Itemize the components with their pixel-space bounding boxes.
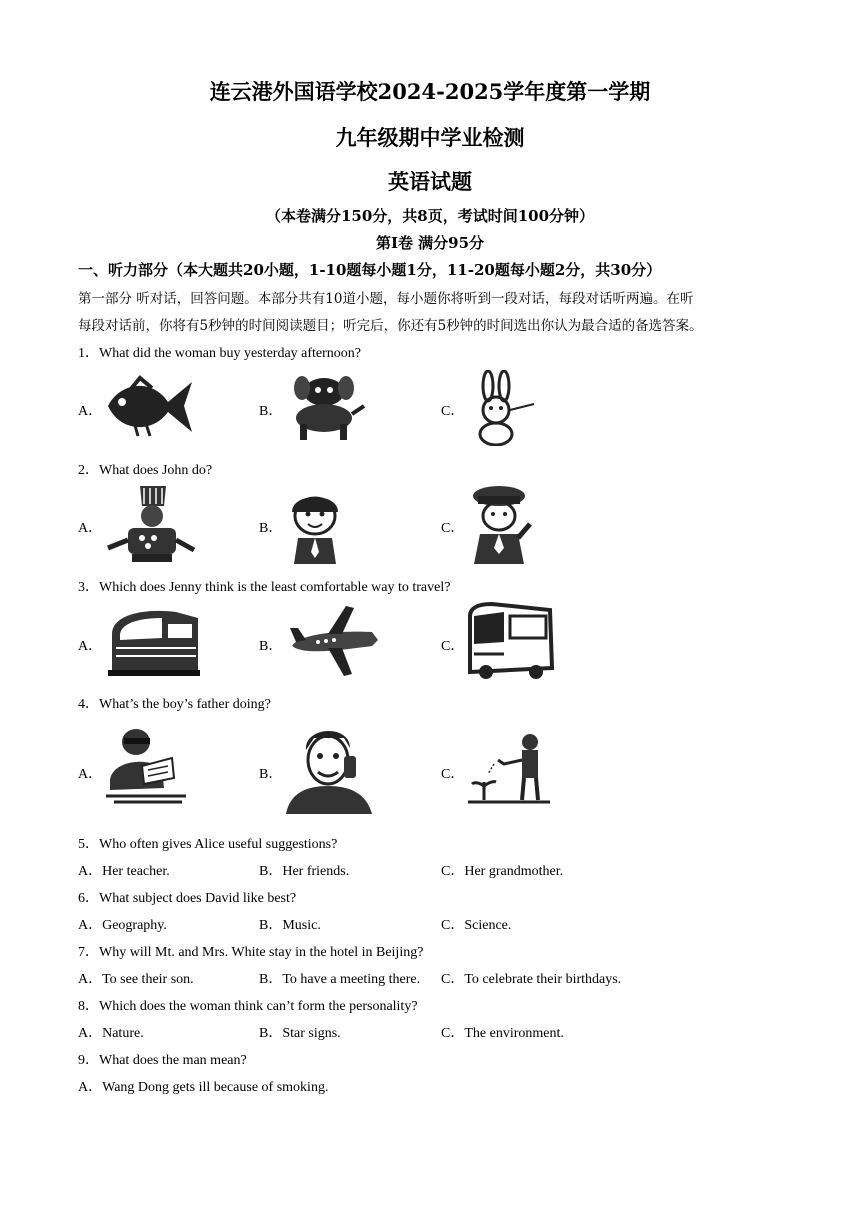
reading-man-icon bbox=[102, 726, 188, 806]
option-label-b: B． bbox=[259, 639, 283, 654]
question-7: 7．Why will Mt. and Mrs. White stay in the hotel in Beijing? bbox=[78, 945, 424, 960]
option-label-a: A． bbox=[78, 639, 103, 654]
question-3: 3．Which does Jenny think is the least comfortable way to travel? bbox=[78, 580, 451, 595]
option-a: A．Nature. bbox=[78, 1026, 144, 1041]
volume-heading: 第Ⅰ卷 满分95分 bbox=[375, 234, 485, 252]
option-a: A．Wang Dong gets ill because of smoking. bbox=[78, 1080, 329, 1095]
bus-icon bbox=[464, 602, 556, 682]
question-4: 4．What’s the boy’s father doing? bbox=[78, 697, 271, 712]
student-icon bbox=[284, 486, 346, 566]
option-c: C．Her grandmother. bbox=[441, 864, 564, 879]
exam-title-school: 连云港外国语学校2024-2025学年度第一学期 bbox=[209, 79, 651, 104]
option-label-b: B． bbox=[259, 521, 283, 536]
option-a: A．Geography. bbox=[78, 918, 167, 933]
question-1: 1．What did the woman buy yesterday afternoon? bbox=[78, 346, 362, 361]
police-officer-icon bbox=[466, 482, 532, 566]
phone-man-icon bbox=[284, 722, 374, 814]
option-label-c: C． bbox=[441, 639, 465, 654]
chef-icon bbox=[104, 484, 196, 564]
plane-icon bbox=[288, 602, 380, 682]
dog-icon bbox=[282, 372, 366, 442]
question-2: 2．What does John do? bbox=[78, 463, 213, 478]
train-icon bbox=[106, 604, 202, 680]
option-label-a: A． bbox=[78, 404, 103, 419]
section-heading: 一、听力部分（本大题共20小题，1-10题每小题1分，11-20题每小题2分，共30分） bbox=[78, 261, 662, 279]
option-c: C．Science. bbox=[441, 918, 512, 933]
exam-note: （本卷满分150分，共8页，考试时间100分钟） bbox=[265, 207, 595, 225]
option-b: B．Music. bbox=[259, 918, 321, 933]
watering-plant-icon bbox=[464, 730, 554, 808]
option-label-a: A． bbox=[78, 767, 103, 782]
option-label-b: B． bbox=[259, 767, 283, 782]
rabbit-icon bbox=[464, 370, 538, 446]
option-a: A．Her teacher. bbox=[78, 864, 170, 879]
option-label-c: C． bbox=[441, 404, 465, 419]
option-a: A．To see their son. bbox=[78, 972, 194, 987]
question-9: 9．What does the man mean? bbox=[78, 1053, 247, 1068]
option-c: C．The environment. bbox=[441, 1026, 564, 1041]
option-label-b: B． bbox=[259, 404, 283, 419]
question-5: 5．Who often gives Alice useful suggestions? bbox=[78, 837, 338, 852]
option-b: B．To have a meeting there. bbox=[259, 972, 421, 987]
option-label-c: C． bbox=[441, 767, 465, 782]
instruction-line-2: 每段对话前，你将有5秒钟的时间阅读题目；听完后，你还有5秒钟的时间选出你认为最合适的备选答案。 bbox=[78, 318, 703, 334]
option-label-c: C． bbox=[441, 521, 465, 536]
option-label-a: A． bbox=[78, 521, 103, 536]
question-6: 6．What subject does David like best? bbox=[78, 891, 297, 906]
option-c: C．To celebrate their birthdays. bbox=[441, 972, 622, 987]
option-b: B．Her friends. bbox=[259, 864, 350, 879]
exam-title-grade: 九年级期中学业检测 bbox=[335, 125, 525, 150]
question-8: 8．Which does the woman think can’t form the personality? bbox=[78, 999, 418, 1014]
option-b: B．Star signs. bbox=[259, 1026, 341, 1041]
instruction-line-1: 第一部分 听对话，回答问题。本部分共有10道小题，每小题你将听到一段对话，每段对话听两遍。在听 bbox=[78, 291, 694, 307]
fish-icon bbox=[100, 372, 196, 440]
exam-title-subject: 英语试题 bbox=[388, 169, 472, 194]
